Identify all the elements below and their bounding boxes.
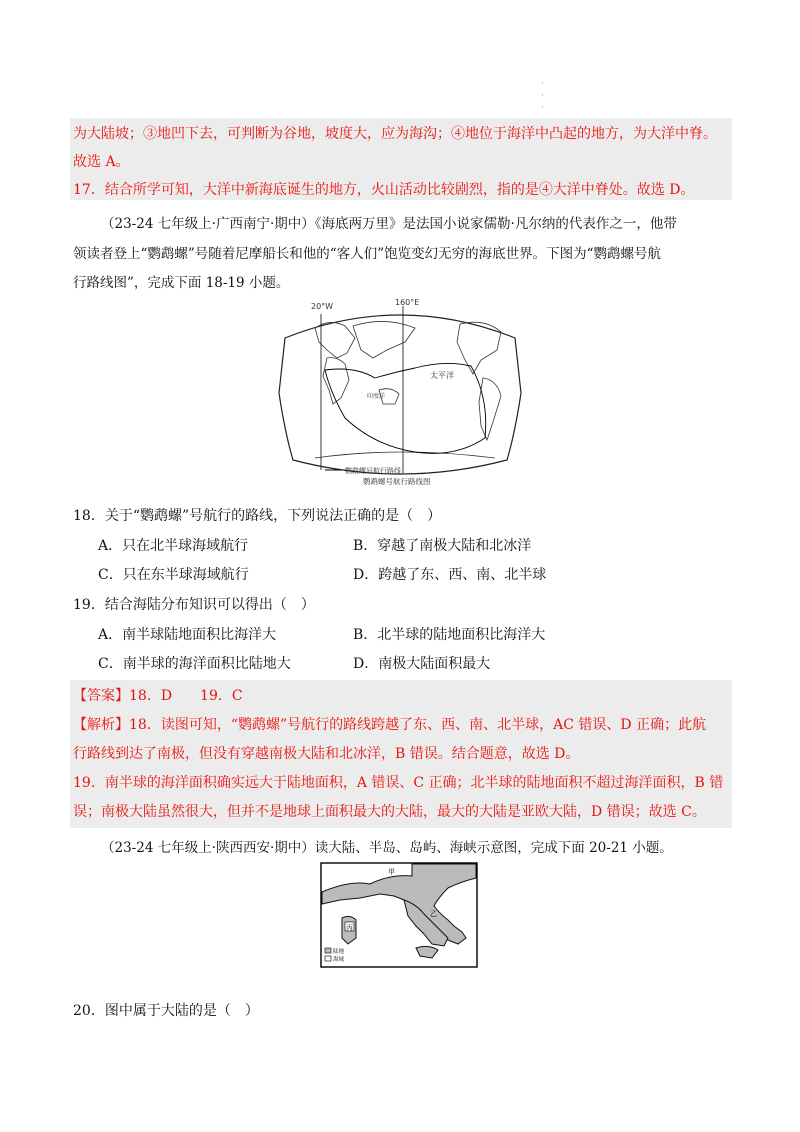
q18-option-b[interactable]: B．穿越了南极大陆和北冰洋 <box>353 538 532 554</box>
answer-text: 18．D 19．C <box>129 688 243 704</box>
intro-18-19-line-3: 行路线图”，完成下面 18-19 小题。 <box>73 275 290 291</box>
map-caption: 鹦鹉螺号航行路线图 <box>363 477 431 486</box>
intro-18-19-line-2: 领读者登上“鹦鹉螺”号随着尼摩船长和他的“客人们”饱览变幻无穷的海底世界。下图为“鹦鹉螺号航 <box>73 246 662 262</box>
analysis-text-1: 18．读图可知，“鹦鹉螺”号航行的路线跨越了东、西、南、北半球，AC 错误、D 正确；此航 <box>129 717 707 733</box>
legend-land-text: 陆地 <box>333 949 345 955</box>
q18-stem: 18．关于“鹦鹉螺”号航行的路线，下列说法正确的是（ ） <box>73 508 442 524</box>
q19-option-d[interactable]: D．南极大陆面积最大 <box>353 656 491 672</box>
label-160e: 160°E <box>395 298 420 307</box>
intro-20-21-line-1: （23-24 七年级上·陕西西安·期中）读大陆、半岛、岛屿、海峡示意图，完成下面 20-21 小题。 <box>101 840 673 856</box>
analysis-line-4: 误；南极大陆虽然很大，但并不是地球上面积最大的大陆，最大的大陆是亚欧大陆，D 错误；故选 C。 <box>73 804 706 820</box>
q19-option-b[interactable]: B．北半球的陆地面积比海洋大 <box>353 627 546 643</box>
q19-option-a[interactable]: A．南半球陆地面积比海洋大 <box>98 627 277 643</box>
analysis-top-line-3: 17．结合所学可知，大洋中新海底诞生的地方，火山活动比较剧烈，指的是④大洋中脊处。故选 D。 <box>73 182 695 198</box>
q18-option-d[interactable]: D．跨越了东、西、南、北半球 <box>353 567 547 583</box>
label-pacific: 太平洋 <box>430 371 454 380</box>
label-yi: 乙 <box>430 910 437 918</box>
analysis-line-1 <box>73 714 706 734</box>
q18-option-c[interactable]: C．只在东半球海域航行 <box>98 567 249 583</box>
peninsula-map <box>320 862 478 968</box>
margin-dots: · · · <box>541 79 544 113</box>
intro-18-19-line-1: （23-24 七年级上·广西南宁·期中）《海底两万里》是法国小说家儒勒·凡尔纳的代表作之一，他带 <box>101 216 677 232</box>
nautilus-route-map <box>275 298 525 488</box>
analysis-top-line-2: 故选 A。 <box>73 154 130 170</box>
analysis-label: 【解析】 <box>73 717 129 733</box>
analysis-line-3: 19．南半球的海洋面积确实远大于陆地面积，A 错误、C 正确；北半球的陆地面积不超过海洋面积，B 错 <box>73 775 724 791</box>
answer-line <box>73 685 243 705</box>
label-indian-ocean: 印度洋 <box>367 393 386 400</box>
analysis-top-line-1: 为大陆坡；③地凹下去，可判断为谷地，坡度大，应为海沟；④地位于海洋中凸起的地方，为大洋中脊。 <box>73 126 717 142</box>
q20-stem: 20．图中属于大陆的是（ ） <box>73 1003 259 1019</box>
answer-label: 【答案】 <box>73 688 129 704</box>
map-frame <box>279 315 521 474</box>
analysis-line-2: 行路线到达了南极，但没有穿越南极大陆和北冰洋，B 错误。结合题意，故选 D。 <box>73 746 580 762</box>
q18-option-a[interactable]: A．只在北半球海域航行 <box>98 538 249 554</box>
legend-text: 鹦鹉螺号航行路线 <box>345 467 401 475</box>
legend-sea-text: 海域 <box>333 957 345 963</box>
label-20w: 20°W <box>311 302 334 311</box>
label-bing: 丙 <box>346 924 353 932</box>
legend-land-swatch <box>325 948 331 953</box>
q19-stem: 19．结合海陆分布知识可以得出（ ） <box>73 597 315 613</box>
label-jia: 甲 <box>388 868 395 876</box>
legend-sea-swatch <box>325 956 331 961</box>
q19-option-c[interactable]: C．南半球的海洋面积比陆地大 <box>98 656 291 672</box>
